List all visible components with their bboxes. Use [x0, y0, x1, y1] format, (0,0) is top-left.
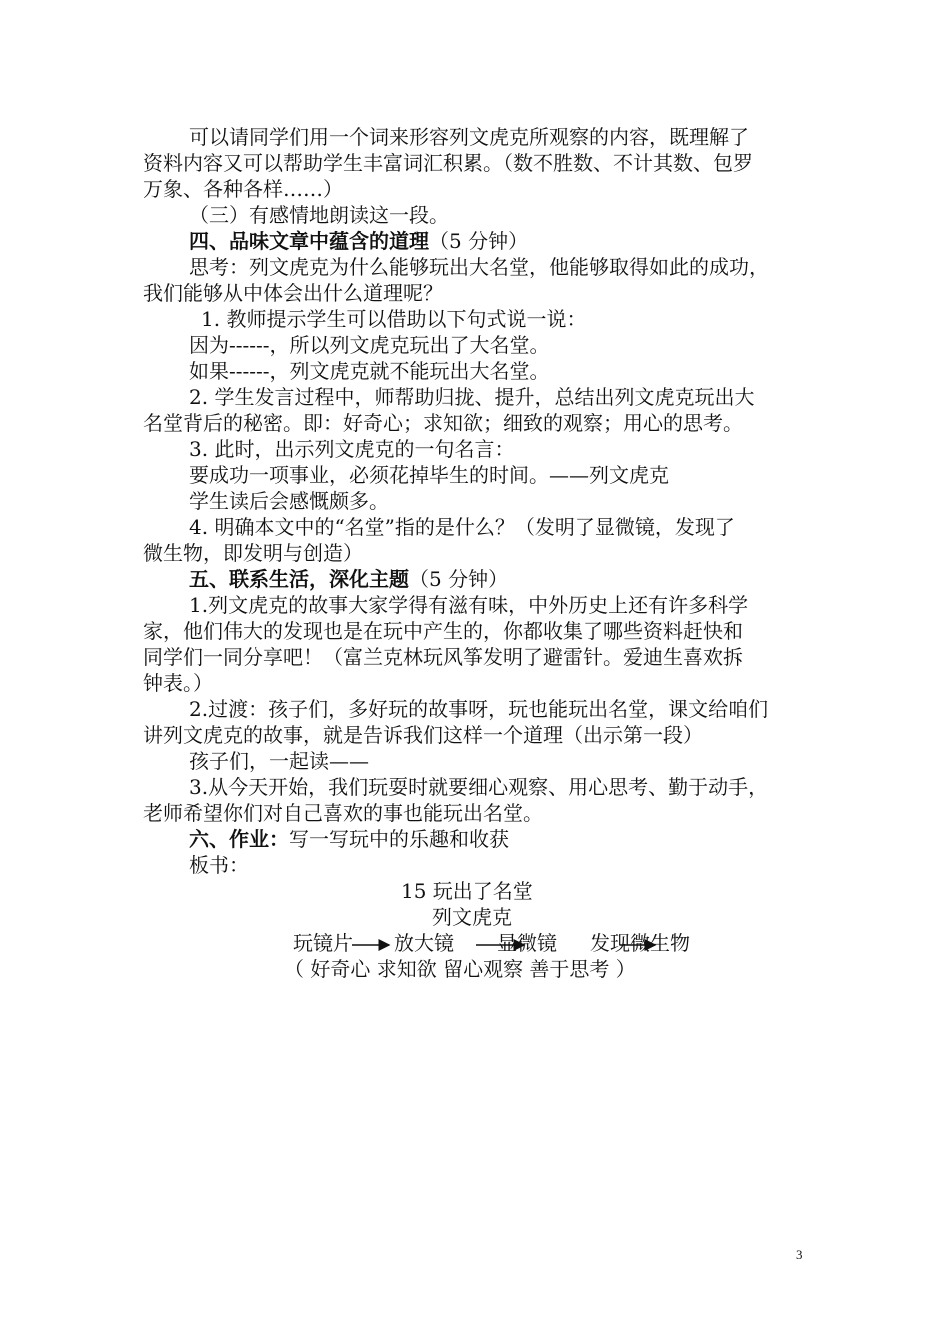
paragraph-line: 微生物，即发明与创造） — [143, 541, 363, 565]
paragraph-line: 学生读后会感慨颇多。 — [189, 489, 389, 513]
paragraph-line: 家，他们伟大的发现也是在玩中产生的，你都收集了哪些资料赶快和 — [143, 619, 743, 643]
paragraph-line: 1.列文虎克的故事大家学得有滋有味，中外历史上还有许多科学 — [189, 593, 749, 617]
paragraph-line: 如果------，列文虎克就不能玩出大名堂。 — [189, 359, 550, 383]
board-label: 板书： — [189, 853, 249, 877]
board-item: 显微镜 — [497, 931, 557, 955]
heading-bold: 四、品味文章中蕴含的道理 — [189, 229, 429, 253]
paragraph-line: 1. 教师提示学生可以借助以下句式说一说： — [201, 307, 587, 331]
section-heading-4 — [189, 228, 528, 254]
heading-duration: （5 分钟） — [409, 567, 509, 591]
paragraph-line: 我们能够从中体会出什么道理呢？ — [143, 281, 443, 305]
paragraph-line: 3.从今天开始，我们玩耍时就要细心观察、用心思考、勤于动手， — [189, 775, 769, 799]
paragraph-line: （三）有感情地朗读这一段。 — [189, 203, 449, 227]
homework-text: 写一写玩中的乐趣和收获 — [289, 827, 509, 851]
page-number: 3 — [796, 1247, 803, 1262]
paragraph-line: 因为------，所以列文虎克玩出了大名堂。 — [189, 333, 550, 357]
paragraph-line: 2. 学生发言过程中，师帮助归拢、提升，总结出列文虎克玩出大 — [189, 385, 755, 409]
quote-line: 要成功一项事业，必须花掉毕生的时间。——列文虎克 — [189, 463, 669, 487]
paragraph-line: 钟表。） — [143, 671, 213, 695]
section-heading-6 — [189, 826, 509, 852]
heading-bold: 五、联系生活，深化主题 — [189, 567, 409, 591]
paragraph-line: 名堂背后的秘密。即：好奇心；求知欲；细致的观察；用心的思考。 — [143, 411, 743, 435]
paragraph-line: 4. 明确本文中的“名堂”指的是什么？（发明了显微镜，发现了 — [189, 515, 735, 539]
board-item: 放大镜 — [394, 931, 454, 955]
heading-bold: 六、作业： — [189, 827, 289, 851]
paragraph-line: 万象、各种各样……） — [143, 177, 343, 201]
paragraph-line: 可以请同学们用一个词来形容列文虎克所观察的内容，既理解了 — [189, 125, 749, 149]
paragraph-line: 2.过渡：孩子们，多好玩的故事呀，玩也能玩出名堂，课文给咱们 — [189, 697, 769, 721]
board-item: 发现微生物 — [590, 931, 690, 955]
paragraph-line: 孩子们，一起读—— — [189, 749, 369, 773]
paragraph-line: 老师希望你们对自己喜欢的事也能玩出名堂。 — [143, 801, 543, 825]
paragraph-line: 讲列文虎克的故事，就是告诉我们这样一个道理（出示第一段） — [143, 723, 703, 747]
paragraph-line: 资料内容又可以帮助学生丰富词汇积累。（数不胜数、不计其数、包罗 — [143, 151, 753, 175]
paragraph-line: 思考：列文虎克为什么能够玩出大名堂，他能够取得如此的成功， — [189, 255, 769, 279]
board-qualities: （ 好奇心 求知欲 留心观察 善于思考 ） — [284, 957, 636, 981]
paragraph-line: 同学们一同分享吧！（富兰克林玩风筝发明了避雷针。爱迪生喜欢拆 — [143, 645, 743, 669]
paragraph-line: 3. 此时，出示列文虎克的一句名言： — [189, 437, 515, 461]
board-subtitle: 列文虎克 — [432, 905, 512, 929]
section-heading-5 — [189, 566, 508, 592]
heading-duration: （5 分钟） — [429, 229, 529, 253]
board-item: 玩镜片 — [293, 931, 353, 955]
board-title: 15 玩出了名堂 — [401, 879, 533, 903]
